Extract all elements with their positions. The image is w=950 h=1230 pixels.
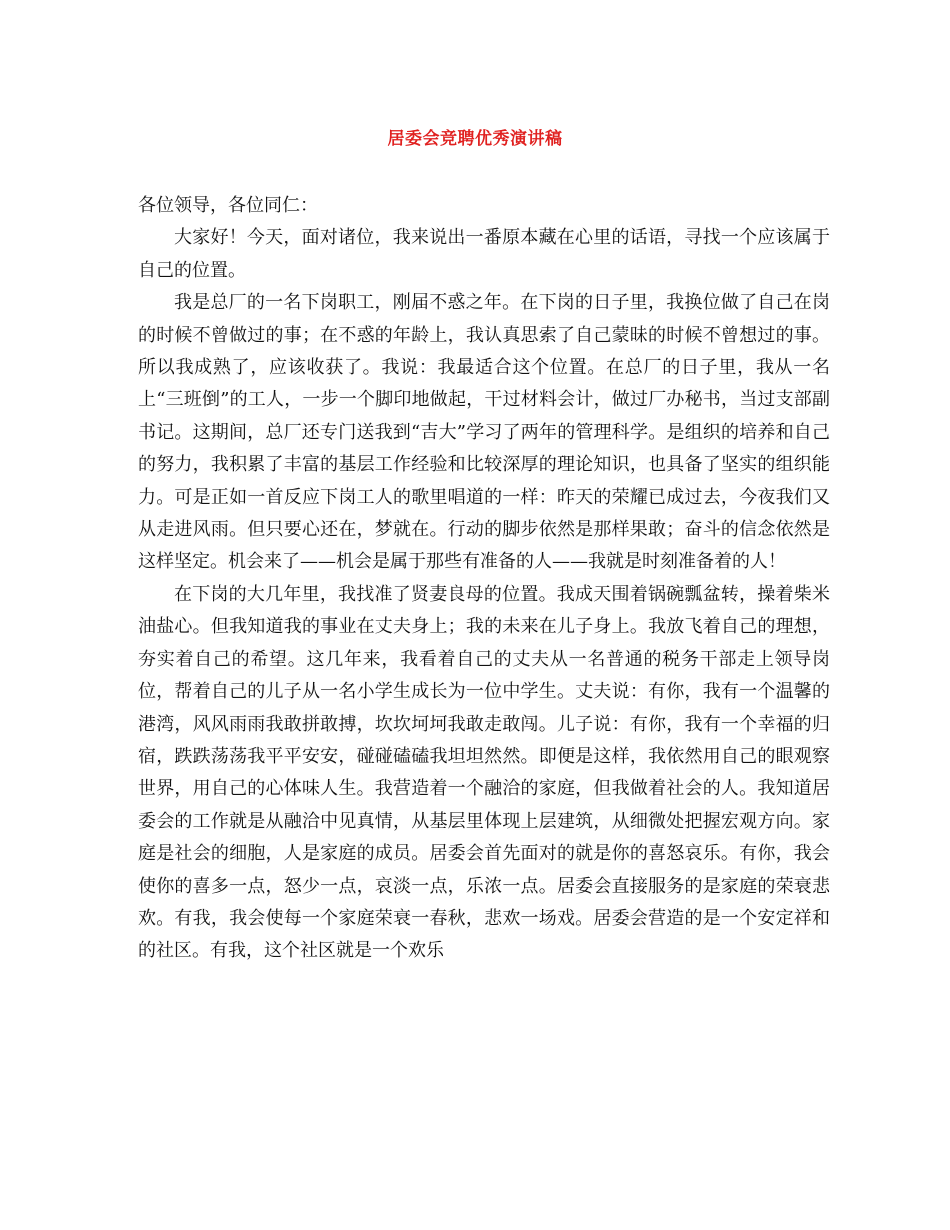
salutation: 各位领导，各位同仁： xyxy=(138,195,318,216)
paragraph-1: 大家好！今天，面对诸位，我来说出一番原本藏在心里的话语，寻找一个应该属于自己的位置。 xyxy=(138,227,830,281)
document-title: 居委会竞聘优秀演讲稿 xyxy=(387,129,563,149)
document-body xyxy=(138,190,830,968)
paragraph-2: 我是总厂的一名下岗职工，刚届不惑之年。在下岗的日子里，我换位做了自己在岗的时候不曾做过的事；在不惑的年龄上，我认真思索了自己蒙昧的时候不曾想过的事。所以我成熟了，应该收获了。我说：我最适合这个位置。在总厂的日子里，我从一名上“三班倒”的工人，一步一个脚印地做起，干过材料会计，做过厂办秘书，当过支部副书记。这期间，总厂还专门送我到“吉大”学习了两年的管理科学。是组织的培养和自己的努力，我积累了丰富的基层工作经验和比较深厚的理论知识，也具备了坚实的组织能力。可是正如一首反应下岗工人的歌里唱道的一样：昨天的荣耀已成过去，今夜我们又从走进风雨。但只要心还在，梦就在。行动的脚步依然是那样果敢；奋斗的信念依然是这样坚定。机会来了——机会是属于那些有准备的人——我就是时刻准备着的人！ xyxy=(138,292,830,573)
paragraph-3: 在下岗的大几年里，我找准了贤妻良母的位置。我成天围着锅碗瓢盆转，操着柴米油盐心。但我知道我的事业在丈夫身上；我的未来在儿子身上。我放飞着自己的理想，夯实着自己的希望。这几年来，我看着自己的丈夫从一名普通的税务干部走上领导岗位，帮着自己的儿子从一名小学生成长为一位中学生。丈夫说：有你，我有一个温馨的港湾，风风雨雨我敢拼敢搏，坎坎坷坷我敢走敢闯。儿子说：有你，我有一个幸福的归宿，跌跌荡荡我平平安安，碰碰磕磕我坦坦然然。即便是这样，我依然用自己的眼观察世界，用自己的心体味人生。我营造着一个融洽的家庭，但我做着社会的人。我知道居委会的工作就是从融洽中见真情，从基层里体现上层建筑，从细微处把握宏观方向。家庭是社会的细胞，人是家庭的成员。居委会首先面对的就是你的喜怒哀乐。有你，我会使你的喜多一点，怒少一点，哀淡一点，乐浓一点。居委会直接服务的是家庭的荣衰悲欢。有我，我会使每一个家庭荣衰一春秋，悲欢一场戏。居委会营造的是一个安定祥和的社区。有我，这个社区就是一个欢乐 xyxy=(138,583,830,962)
